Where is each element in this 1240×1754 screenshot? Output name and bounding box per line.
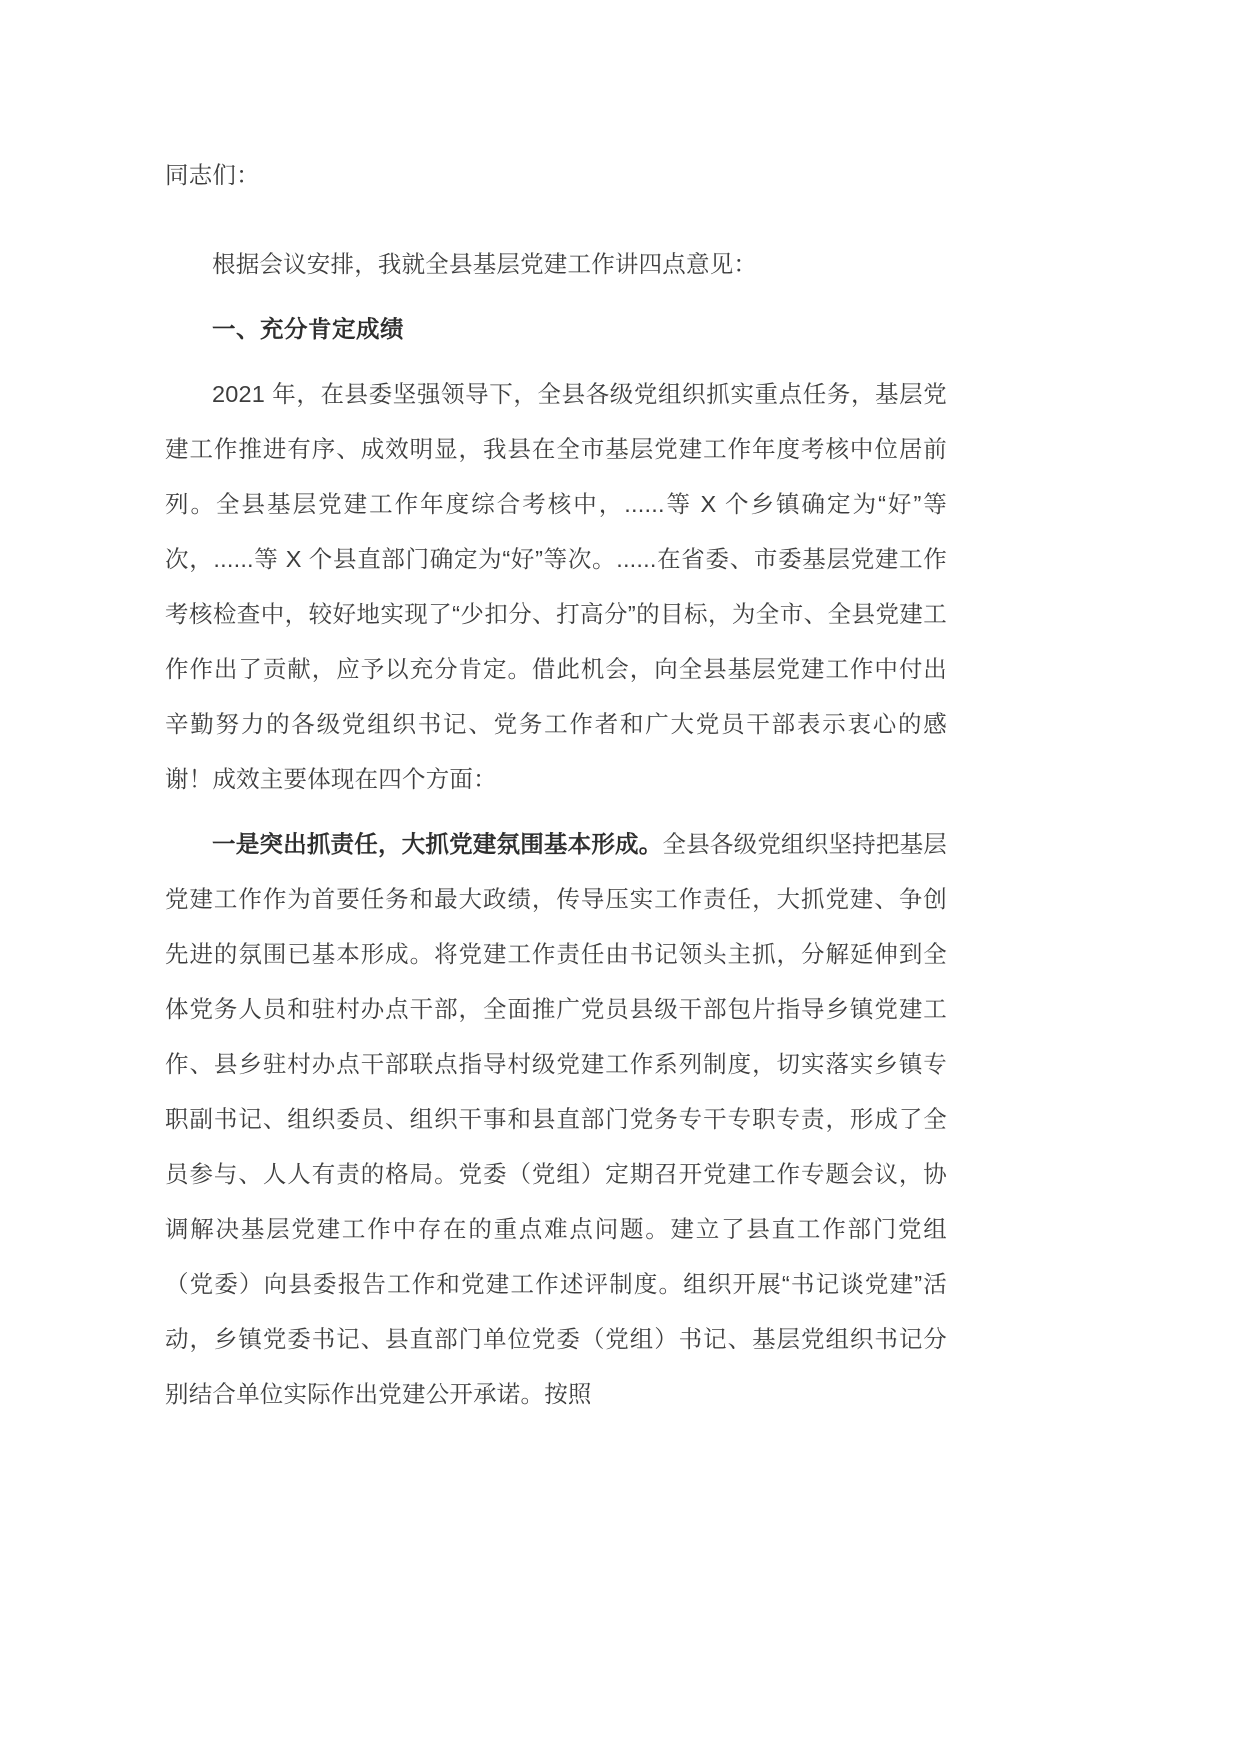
spacer: [165, 292, 947, 302]
point-one-paragraph: [165, 817, 947, 1422]
spacer: [165, 357, 947, 367]
section-one-paragraph: 2021 年，在县委坚强领导下，全县各级党组织抓实重点任务，基层党建工作推进有序、成效明显，我县在全市基层党建工作年度考核中位居前列。全县基层党建工作年度综合考核中，......等 X 个乡镇确定为“好”等次，......等 X 个县直部门确定为“好”等次。......在省委、市委基层党建工作考核检查中，较好地实现了“少扣分、打高分”的目标，为全市、全县党建工作作出了贡献，应予以充分肯定。借此机会，向全县基层党建工作中付出辛勤努力的各级党组织书记、党务工作者和广大党员干部表示衷心的感谢！成效主要体现在四个方面：: [165, 381, 947, 792]
spacer: [165, 203, 947, 237]
section-heading-one: 一、充分肯定成绩: [212, 316, 404, 342]
point-one-lead: 一是突出抓责任，大抓党建氛围基本形成。: [212, 831, 663, 857]
salutation-line: 同志们：: [165, 162, 260, 188]
point-one-text: 全县各级党组织坚持把基层党建工作作为首要任务和最大政绩，传导压实工作责任，大抓党建、争创先进的氛围已基本形成。将党建工作责任由书记领头主抓，分解延伸到全体党务人员和驻村办点干部，全面推广党员县级干部包片指导乡镇党建工作、县乡驻村办点干部联点指导村级党建工作系列制度，切实落实乡镇专职副书记、组织委员、组织干事和县直部门党务专干专职专责，形成了全员参与、人人有责的格局。党委（党组）定期召开党建工作专题会议，协调解决基层党建工作中存在的重点难点问题。建立了县直工作部门党组（党委）向县委报告工作和党建工作述评制度。组织开展“书记谈党建”活动，乡镇党委书记、县直部门单位党委（党组）书记、基层党组织书记分别结合单位实际作出党建公开承诺。按照: [165, 831, 947, 1407]
spacer: [165, 807, 947, 817]
intro-paragraph: 根据会议安排，我就全县基层党建工作讲四点意见：: [212, 251, 758, 277]
document-body: [165, 148, 947, 1422]
